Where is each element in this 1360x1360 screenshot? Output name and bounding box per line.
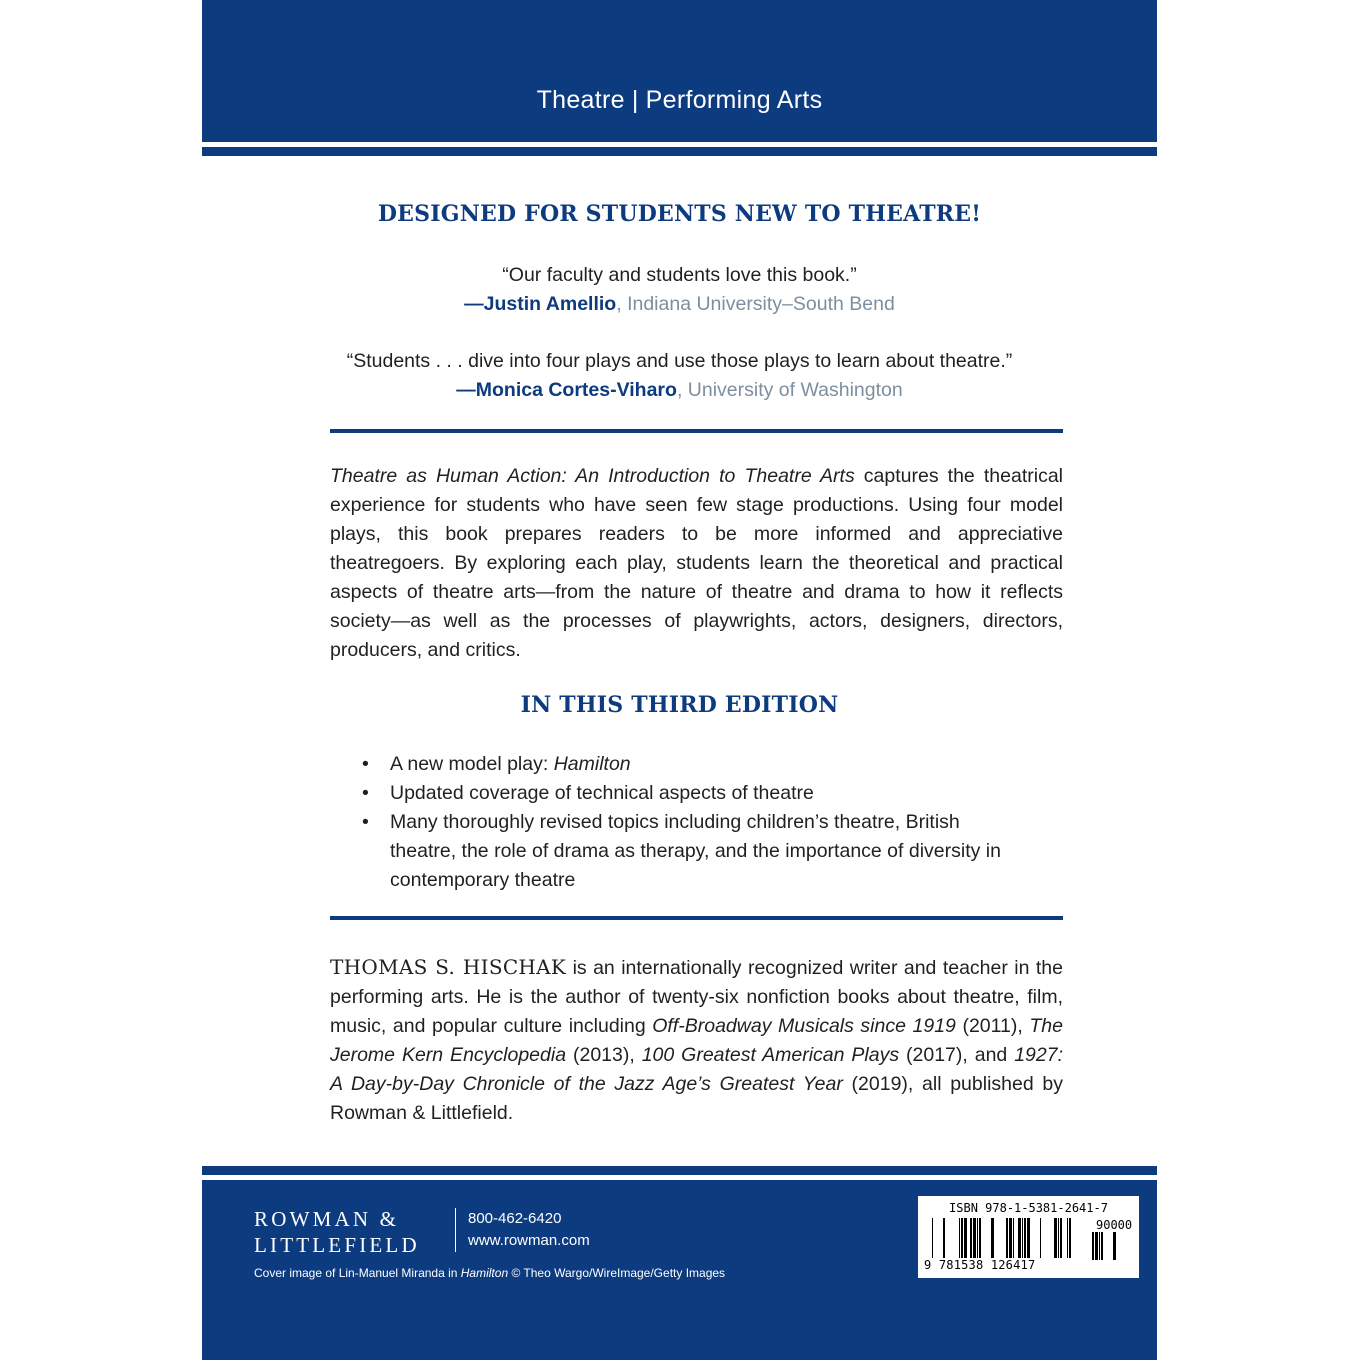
book-title: Theatre as Human Action: An Introduction to Theatre Arts — [330, 465, 855, 487]
category-separator: | — [631, 86, 639, 114]
bio-text: (2019), all published by Rowman & Littlefield. — [330, 1073, 1063, 1124]
quote-1-dash: — — [464, 293, 484, 315]
quote-1-name: Justin Amellio — [483, 293, 617, 315]
credit-text: Cover image of Lin-Manuel Miranda in — [254, 1266, 461, 1280]
credit-text: © Theo Wargo/WireImage/Getty Images — [508, 1266, 726, 1280]
bio-text: (2017), and — [899, 1044, 1015, 1066]
list-item — [330, 779, 1010, 808]
bio-book-title: Off-Broadway Musicals since 1919 — [652, 1015, 956, 1037]
category-label — [202, 86, 1157, 115]
bio-text: (2013), — [566, 1044, 642, 1066]
quote-2-attribution — [202, 376, 1157, 405]
divider-2 — [330, 916, 1063, 920]
barcode-icon — [932, 1218, 1072, 1258]
publisher-line-2: LITTLEFIELD — [254, 1233, 420, 1257]
publisher-logo — [254, 1206, 420, 1258]
divider-1 — [330, 429, 1063, 433]
publisher-divider — [455, 1208, 456, 1252]
publisher-contact — [468, 1208, 590, 1252]
list-item — [330, 808, 1010, 895]
headline: DESIGNED FOR STUDENTS NEW TO THEATRE! — [377, 201, 982, 227]
author-bio — [330, 953, 1063, 1128]
quote-2-name: Monica Cortes-Viharo — [475, 379, 677, 401]
edition-bullet-list — [330, 750, 1063, 895]
bio-book-title: The Jerome Kern Encyclopedia — [330, 1015, 1063, 1066]
barcode-addon-icon — [1090, 1232, 1130, 1260]
isbn-barcode — [918, 1196, 1139, 1278]
bio-book-title: 1927: A Day-by-Day Chronicle of the Jazz Age’s Greatest Year — [330, 1044, 1064, 1095]
price-code: 90000 — [1096, 1218, 1133, 1232]
credit-italic: Hamilton — [460, 1266, 509, 1280]
bullet-1-text: A new model play: — [390, 753, 554, 775]
footer-band — [202, 1180, 1157, 1360]
author-name: THOMAS S. HISCHAK — [330, 955, 567, 979]
header-band — [202, 0, 1157, 142]
edition-heading: IN THIS THIRD EDITION — [520, 692, 839, 718]
footer-rule — [202, 1166, 1157, 1175]
bullet-2-text: Updated coverage of technical aspects of theatre — [390, 782, 814, 804]
header-rule — [202, 147, 1157, 156]
bio-text: is an internationally recognized writer and teacher in the performing arts. He is the author of twenty-six nonfiction books about theatre, film, music, and popular culture including — [330, 957, 1063, 1037]
category-performing-arts: Performing Arts — [645, 86, 823, 114]
quote-1-affiliation: , Indiana University–South Bend — [616, 293, 895, 315]
isbn-label: ISBN 978-1-5381-2641-7 — [949, 1201, 1108, 1215]
barcode-digits: 9 781538 126417 — [924, 1258, 1036, 1272]
quote-2-affiliation: , University of Washington — [676, 379, 903, 401]
bullet-icon: • — [362, 782, 369, 804]
bio-book-title: 100 Greatest American Plays — [641, 1044, 900, 1066]
book-description — [330, 462, 1063, 665]
quote-1-text: “Our faculty and students love this book.” — [502, 264, 857, 286]
quote-1 — [202, 261, 1157, 319]
publisher-line-1: ROWMAN & — [254, 1207, 400, 1231]
quote-1-attribution — [202, 290, 1157, 319]
bullet-1-italic: Hamilton — [553, 753, 631, 775]
quote-2-dash: — — [456, 379, 476, 401]
publisher-phone: 800-462-6420 — [468, 1210, 562, 1227]
publisher-website: www.rowman.com — [468, 1232, 590, 1249]
quote-2 — [202, 347, 1157, 405]
description-text: captures the theatrical experience for students who have seen few stage productions. Using four model plays, this book prepares readers to be more informed and appreciative theatregoers. By exploring each play, students learn the theoretical and practical aspects of theatre arts—from the nature of theatre and drama to how it reflects society—as well as the processes of playwrights, actors, designers, directors, producers, and critics. — [330, 465, 1063, 661]
list-item — [330, 750, 1010, 779]
cover-credit — [254, 1266, 725, 1280]
bio-text: (2011), — [955, 1015, 1030, 1037]
bullet-icon: • — [362, 811, 369, 833]
book-back-cover — [202, 0, 1157, 1360]
bullet-icon: • — [362, 753, 369, 775]
quote-2-text: “Students . . . dive into four plays and use those plays to learn about theatre.” — [346, 350, 1013, 372]
category-theatre: Theatre — [536, 86, 625, 114]
bullet-3-text: Many thoroughly revised topics including children’s theatre, British theatre, the role of drama as therapy, and the importance of diversity in contemporary theatre — [390, 811, 1001, 891]
